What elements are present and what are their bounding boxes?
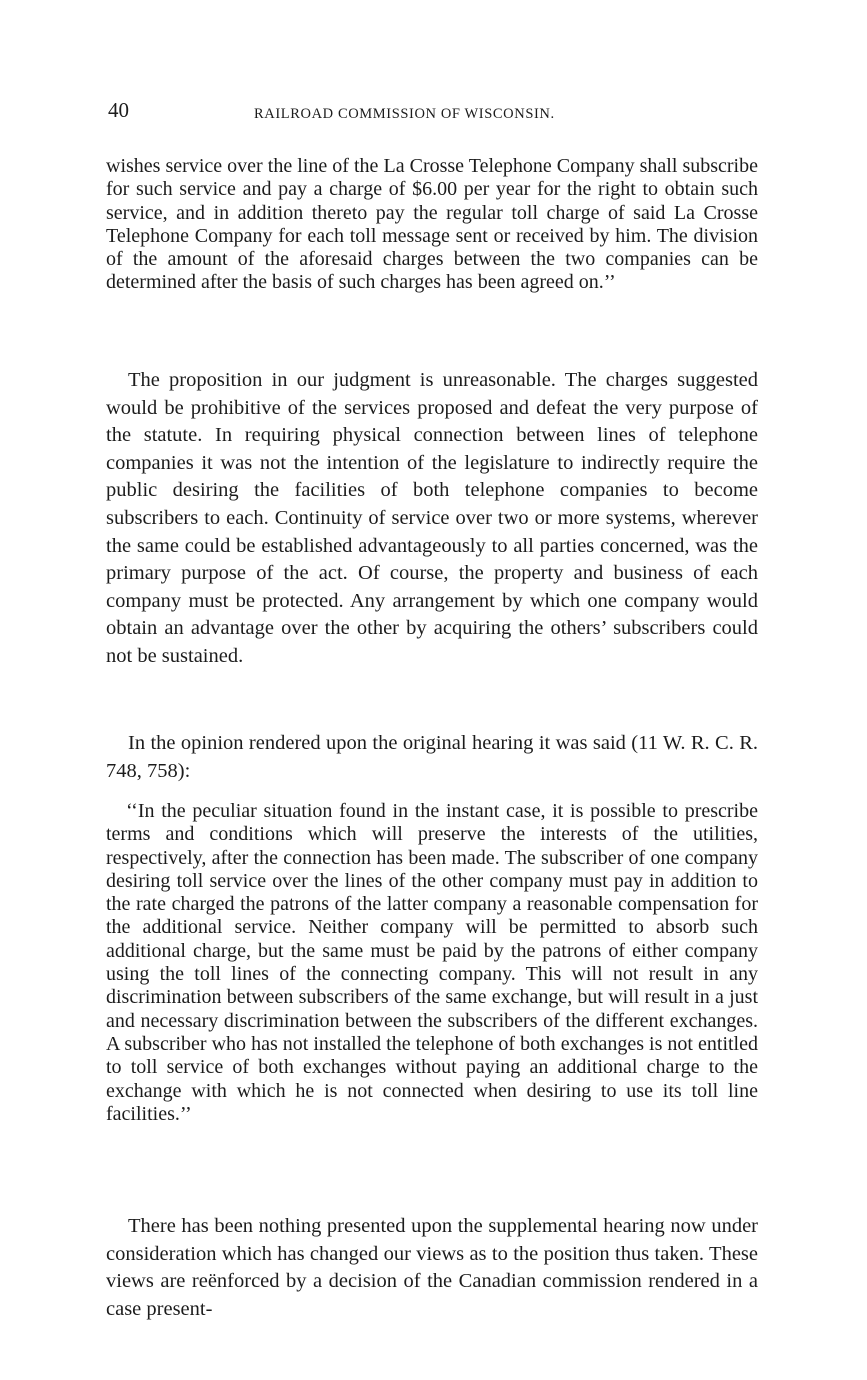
page-header [108, 98, 758, 128]
quote-original-hearing: ‘‘In the peculiar situation found in the instant case, it is possible to prescribe terms and conditions which will preserve the interests of the utilities, respectively, after the connection has been made. The subscriber of one company desiring toll service over the lines of the other company must pay in addition to the rate charged the patrons of the latter company a reasonable compensation for the additional service. Neither company will be permitted to absorb such additional charge, but the same must be paid by the patrons of either company using the toll lines of the connecting company. This will not result in any discrimination between subscribers of the same exchange, but will result in a just and necessary discrimination between the subscribers of the different exchanges. A subscriber who has not installed the telephone of both exchanges is not entitled to toll service of both exchanges without paying an additional charge to the exchange with which he is not connected when desiring to use its toll line facilities.’’ [106, 800, 758, 1125]
paragraph-proposition: The proposition in our judgment is unreasonable. The charges suggested would be prohibitive of the services proposed and defeat the very purpose of the statute. In requiring physical connection between lines of telephone companies it was not the intention of the legislature to indirectly require the public desiring the facilities of both telephone companies to become subscribers to each. Continuity of service over two or more systems, wherever the same could be established advantageously to all parties concerned, was the primary purpose of the act. Of course, the property and business of each company must be protected. Any arrangement by which one company would obtain an advantage over the other by acquiring the others’ subscribers could not be sustained. [106, 369, 758, 667]
paragraph-supplemental: There has been nothing presented upon the supplemental hearing now under consideration which has changed our views as to the position thus taken. These views are reënforced by a decision of the Canadian commission rendered in a case present- [106, 1215, 758, 1320]
page-number: 40 [108, 98, 129, 122]
quote-continuation: wishes service over the line of the La Crosse Telephone Company shall subscribe for such service and pay a charge of $6.00 per year for the right to obtain such service, and in addition thereto pay the regular toll charge of said La Crosse Telephone Company for each toll message sent or received by him. The division of the amount of the aforesaid charges between the two companies can be determined after the basis of such charges has been agreed on.’’ [106, 155, 758, 294]
running-head: RAILROAD COMMISSION OF WISCONSIN. [254, 106, 555, 122]
paragraph-citation: In the opinion rendered upon the original hearing it was said (11 W. R. C. R. 748, 758): [106, 732, 758, 782]
